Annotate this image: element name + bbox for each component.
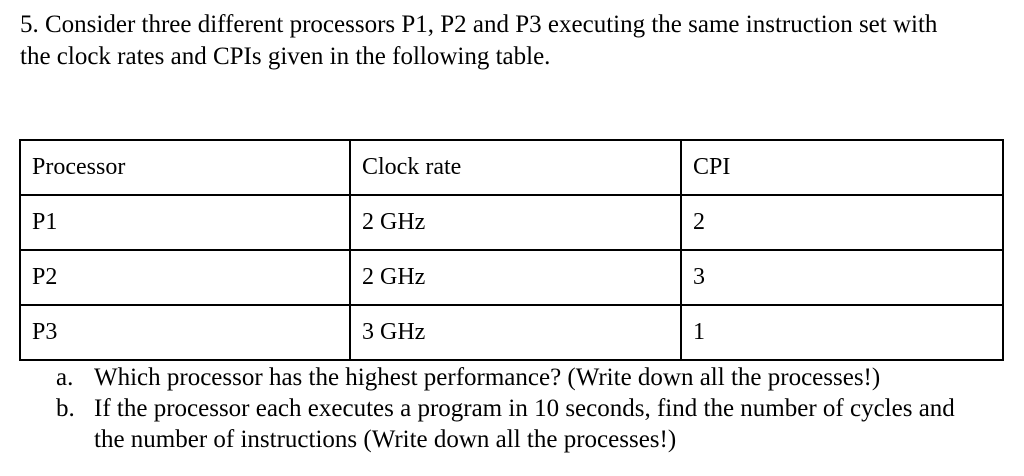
cell-processor: P3 <box>20 305 350 360</box>
cell-clock-rate: 2 GHz <box>350 195 681 250</box>
question-text: If the processor each executes a program in 10 seconds, find the number of cycles and <box>94 395 955 422</box>
question-list <box>56 362 955 455</box>
problem-statement <box>20 9 1010 73</box>
question-text: Which processor has the highest performance? (Write down all the processes!) <box>94 364 881 391</box>
question-text: the number of instructions (Write down all the processes!) <box>94 426 677 453</box>
cell-processor: P2 <box>20 250 350 305</box>
question-marker: b. <box>56 395 75 422</box>
table-row <box>20 305 1003 360</box>
header-clock-rate: Clock rate <box>350 140 681 195</box>
problem-statement-line-2: the clock rates and CPIs given in the following table. <box>20 43 551 70</box>
cell-cpi: 1 <box>681 305 1003 360</box>
cell-clock-rate: 2 GHz <box>350 250 681 305</box>
header-processor: Processor <box>20 140 350 195</box>
question-a <box>56 362 955 393</box>
cell-cpi: 3 <box>681 250 1003 305</box>
table-header-row <box>20 140 1003 195</box>
question-marker: a. <box>56 364 74 391</box>
question-b <box>56 393 955 455</box>
processor-table <box>19 139 1004 361</box>
header-cpi: CPI <box>681 140 1003 195</box>
cell-cpi: 2 <box>681 195 1003 250</box>
table-row <box>20 195 1003 250</box>
cell-clock-rate: 3 GHz <box>350 305 681 360</box>
cell-processor: P1 <box>20 195 350 250</box>
table-row <box>20 250 1003 305</box>
problem-statement-line-1: 5. Consider three different processors P1, P2 and P3 executing the same instruction set with <box>20 11 938 38</box>
